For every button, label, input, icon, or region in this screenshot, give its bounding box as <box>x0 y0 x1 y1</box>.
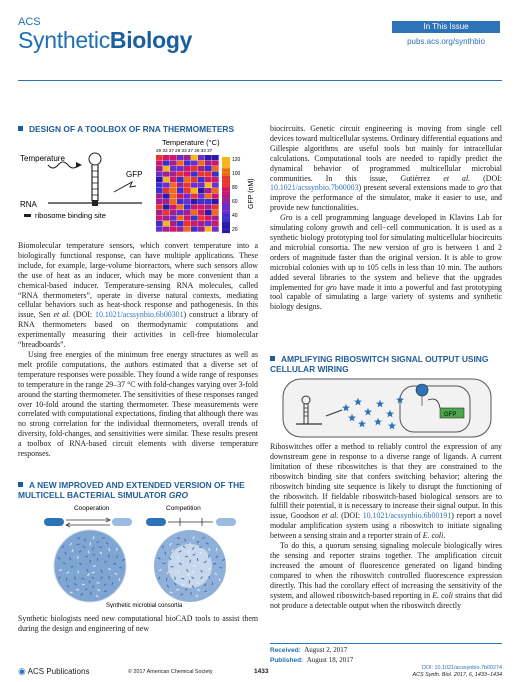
journal-title-b: Biology <box>109 27 193 53</box>
publication-dates <box>270 646 353 665</box>
heatmap-cell <box>205 227 212 232</box>
heatmap-cell <box>212 221 219 226</box>
colorbar-segment <box>222 168 230 172</box>
acs-logo-icon: ◉ <box>18 666 26 676</box>
colorbar-segment <box>222 222 230 226</box>
heatmap-cell <box>198 199 205 204</box>
heatmap-cell <box>191 183 198 188</box>
publisher-name: ACS Publications <box>27 667 90 676</box>
heatmap-cell <box>191 199 198 204</box>
heatmap-cell <box>156 188 163 193</box>
heatmap-cell <box>163 216 170 221</box>
gfp-arrow-icon <box>114 182 136 192</box>
gro-simulator-figure <box>30 502 250 608</box>
journal-url[interactable]: pubs.acs.org/synthbio <box>407 37 485 46</box>
temperature-label: Temperature <box>20 154 65 163</box>
heatmap-colorbar <box>222 157 230 233</box>
heatmap-cell <box>156 221 163 226</box>
heatmap-cell <box>212 199 219 204</box>
heatmap-cell <box>163 194 170 199</box>
journal-title <box>18 27 192 54</box>
colorbar-segment <box>222 206 230 210</box>
text-run: gro <box>477 183 488 193</box>
received-label: Received: <box>270 647 301 654</box>
text-run: is a cell programming language developed in Klavins Lab for simulating colony growth and cell−cell communication. It is used as a synthetic biology prototyping tool for simulating multicellular biocircuits and microbial consortia. The new version of <box>270 213 502 252</box>
heatmap-cell <box>170 177 177 182</box>
journal-title-a: Synthetic <box>18 27 110 53</box>
heatmap-cell <box>156 205 163 210</box>
colony-cell <box>204 591 207 592</box>
heatmap-cell <box>205 177 212 182</box>
figure-caption: Synthetic microbial consortia <box>106 603 183 608</box>
heatmap-cell <box>198 188 205 193</box>
text-run: is between 1 and 2 orders of magnitude faster than the original version. It is able to grow microbial colonies with up to 105 cells in less than 10 min. The authors added several libraries to the system and believe that the upgrades implemented for <box>270 242 502 292</box>
footer-doi[interactable]: DOI: 10.1021/acssynbio.7b00274 <box>421 665 502 671</box>
heatmap-cell <box>177 199 184 204</box>
gfp-label: GFP <box>126 170 143 179</box>
section-title: A NEW IMPROVED AND EXTENDED VERSION OF THE MULTICELL BACTERIAL SIMULATOR <box>18 480 245 500</box>
journal-acs-label: ACS <box>18 16 41 28</box>
heatmap-cell <box>212 210 219 215</box>
doi-link[interactable]: 10.1021/acssynbio.6b00301 <box>95 310 184 320</box>
heatmap-cell <box>198 177 205 182</box>
section-square-icon <box>270 356 275 361</box>
colorbar-tick: 20 <box>232 227 238 233</box>
text-run: Biomolecular temperature sensors, which convert temperature into a biologically functional response, can have multiple applications. These include, for example, large-volume bioreactors, where such sensors allow the use of heat as an inducer, which may be more convenient than a chemical-based inducer. Temperature-sensing RNA molecules, called “RNA thermometers”, operate in diverse natural contexts, mediating cellular behaviors such as heat-shock response and pathogenesis. In this issue, Sen <box>18 241 258 320</box>
heatmap-cell <box>205 188 212 193</box>
heatmap-cell <box>177 221 184 226</box>
heatmap-cell <box>198 205 205 210</box>
text-run: strains that did not produce a detectable output when the riboswitch directly <box>270 590 502 610</box>
text-run: Riboswitches offer a method to reliably control the expression of any downstream gene in response to a diverse range of ligands. A current limitation of these riboswitches is that they are constrained to the riboswitch binding site that confers switching behavior; altering the riboswitch binding site sequence is likely to disrupt the functioning of the riboswitch. If fieldable riboswitch-based biological sensors are to fulfill their potential, it is necessary to increase their signal output. In this issue, Goodson <box>270 442 502 521</box>
heatmap-cell <box>170 216 177 221</box>
heatmap-cell <box>163 177 170 182</box>
section1-paragraph-1 <box>18 241 258 350</box>
colorbar-tick: 100 <box>232 171 241 177</box>
published-date: August 18, 2017 <box>306 655 354 664</box>
heatmap-cell <box>170 166 177 171</box>
text-run: et al. <box>53 310 71 320</box>
colorbar-label: GFP (nM) <box>248 178 255 209</box>
section2-body-left: Synthetic biologists need new computational bioCAD tools to assist them during the design and engineering of new <box>18 614 258 633</box>
footer-citation: ACS Synth. Biol. 2017, 6, 1433−1434 <box>412 672 502 678</box>
colorbar-tick: 40 <box>232 213 238 219</box>
colorbar-segment <box>222 165 230 169</box>
heatmap-cell <box>163 227 170 232</box>
section-title-italic: GRO <box>168 490 188 500</box>
heatmap-cell <box>198 183 205 188</box>
heatmap-cell <box>177 216 184 221</box>
heatmap-cell <box>163 155 170 160</box>
heatmap-cell <box>177 155 184 160</box>
heatmap-cell <box>184 210 191 215</box>
text-run: (DOI: <box>70 310 95 320</box>
heatmap-cell <box>156 210 163 215</box>
heatmap-cell <box>156 166 163 171</box>
heatmap-cell <box>177 177 184 182</box>
heatmap-cell <box>177 210 184 215</box>
text-run: that improve the performance of the simulator, make it easier to use, and provide new functionalities. <box>270 183 502 213</box>
page-number: 1433 <box>254 668 269 675</box>
colorbar-tick: 120 <box>232 157 241 163</box>
heatmap-cell <box>156 216 163 221</box>
heatmap-cell <box>212 161 219 166</box>
heatmap-cell <box>198 210 205 215</box>
colorbar-segment <box>222 161 230 165</box>
heatmap-cell <box>198 172 205 177</box>
section-gro-heading <box>18 480 258 500</box>
section-riboswitch-heading <box>270 354 495 374</box>
heatmap-cell <box>198 216 205 221</box>
heatmap-cell <box>212 155 219 160</box>
heatmap-cell <box>212 188 219 193</box>
heatmap-cell <box>198 221 205 226</box>
section3-paragraph-1 <box>270 442 502 541</box>
heatmap-title: Temperature (°C) <box>162 138 220 147</box>
text-run: have made it into a powerful and fast prototyping tool capable of simulating a large variety of systems and synthetic biology designs. <box>270 282 502 312</box>
colorbar-segment <box>222 195 230 199</box>
heatmap-cell <box>184 177 191 182</box>
doi-link[interactable]: 10.1021/acssynbio.6b00191 <box>362 511 452 521</box>
colony-cell <box>65 552 66 555</box>
heatmap-cell <box>163 161 170 166</box>
colorbar-segment <box>222 229 230 233</box>
heatmap-cell <box>191 155 198 160</box>
colorbar-segment <box>222 187 230 191</box>
heatmap-cell <box>212 183 219 188</box>
heatmap-cell <box>184 205 191 210</box>
heatmap-cell <box>156 161 163 166</box>
section-square-icon <box>18 126 23 131</box>
heat-arrow-icon <box>76 162 82 168</box>
text-run: biocircuits. Genetic circuit engineering is moving from single cell devices toward multicellular systems. Ordinary differential equations and Gillespie algorithms are useful tools but mainly for intracellular calculations. Computational tools are needed to rapidly predict the dynamical behavior of programmed multicellular microbial communities. In this issue, Gutiérrez <box>270 124 502 183</box>
heatmap-cell <box>212 194 219 199</box>
section3-paragraph-2 <box>270 541 502 610</box>
heatmap-cell <box>205 166 212 171</box>
copyright: © 2017 American Chemical Society <box>128 669 213 675</box>
heatmap-column-ticks: 29 33 37 29 33 37 29 33 37 <box>156 148 213 153</box>
heatmap-cell <box>163 221 170 226</box>
heatmap-cell <box>191 221 198 226</box>
cooperation-diagram <box>44 518 132 527</box>
heatmap-cell <box>170 221 177 226</box>
dates-rule <box>270 643 502 644</box>
colorbar-segment <box>222 199 230 203</box>
gfp-box-label: GFP <box>444 412 457 418</box>
heatmap <box>156 155 219 232</box>
heatmap-cell <box>184 155 191 160</box>
heatmap-cell <box>191 227 198 232</box>
colorbar-tick: 80 <box>232 185 238 191</box>
heatmap-cell <box>198 194 205 199</box>
heatmap-cell <box>205 161 212 166</box>
rbs-legend-icon <box>24 214 31 217</box>
heatmap-cell <box>205 183 212 188</box>
colorbar-segment <box>222 191 230 195</box>
riboswitch-figure <box>282 378 492 438</box>
heatmap-cell <box>212 172 219 177</box>
heatmap-cell <box>170 194 177 199</box>
heatmap-cell <box>191 205 198 210</box>
heatmap-cell <box>198 227 205 232</box>
heatmap-cell <box>156 227 163 232</box>
heatmap-cell <box>205 155 212 160</box>
section2-paragraph-1 <box>270 124 502 213</box>
heatmap-cell <box>212 227 219 232</box>
heatmap-cell <box>170 205 177 210</box>
competition-label: Competition <box>166 505 201 512</box>
heatmap-cell <box>177 172 184 177</box>
text-run: ) report a novel modular amplification system using a riboswitch to initiate signaling between a sensing strain and a reporter strain of <box>270 511 502 541</box>
heatmap-cell <box>184 166 191 171</box>
colorbar-segment <box>222 218 230 222</box>
section-rna-thermometers-heading <box>18 124 258 134</box>
heatmap-cell <box>198 161 205 166</box>
colorbar-segment <box>222 172 230 176</box>
doi-link[interactable]: 10.1021/acssynbio.7b00003 <box>270 183 359 193</box>
heatmap-cell <box>205 216 212 221</box>
heatmap-cell <box>205 199 212 204</box>
colony-cell <box>104 591 107 592</box>
heatmap-cell <box>205 194 212 199</box>
heatmap-cell <box>191 210 198 215</box>
heatmap-cell <box>177 161 184 166</box>
heatmap-cell <box>156 183 163 188</box>
heatmap-cell <box>163 183 170 188</box>
colorbar-segment <box>222 184 230 188</box>
heatmap-cell <box>163 166 170 171</box>
heatmap-cell <box>177 183 184 188</box>
heatmap-cell <box>212 216 219 221</box>
acs-publications-logo <box>18 666 89 677</box>
text-run: To do this, a quorum sensing signaling molecule biologically wires the sensing and reporter strains together. The amplification circuit increased the amount of fluorescence generated on ligand binding compared to when the riboswitch controlled fluorescence expression directly. This had the corollary effect of increasing the sensitivity of the system, and allowed riboswitch-based reporting in <box>270 541 502 600</box>
rna-thermometer-figure <box>18 137 258 237</box>
colorbar-segment <box>222 210 230 214</box>
rna-label: RNA <box>20 200 37 209</box>
competition-diagram <box>146 518 236 526</box>
heatmap-cell <box>205 210 212 215</box>
heatmap-cell <box>156 177 163 182</box>
heatmap-cell <box>191 166 198 171</box>
heatmap-cell <box>163 205 170 210</box>
colorbar-tick: 60 <box>232 199 238 205</box>
text-run: et al. <box>443 173 471 183</box>
heatmap-cell <box>170 155 177 160</box>
heatmap-cell <box>184 161 191 166</box>
heatmap-cell <box>156 199 163 204</box>
colorbar-segment <box>222 214 230 218</box>
text-run: (DOI: <box>470 173 502 183</box>
heatmap-cell <box>184 188 191 193</box>
heatmap-cell <box>170 172 177 177</box>
heatmap-cell <box>170 210 177 215</box>
section2-paragraph-2 <box>270 213 502 312</box>
heatmap-cell <box>184 199 191 204</box>
published-label: Published: <box>270 656 304 664</box>
heatmap-cell <box>184 172 191 177</box>
text-run: ) present several extensions made to <box>358 183 478 193</box>
heatmap-cell <box>177 188 184 193</box>
text-run: gro <box>325 282 337 292</box>
text-run: et al. <box>321 511 339 521</box>
section1-body <box>18 241 258 459</box>
heatmap-cell <box>156 194 163 199</box>
heatmap-cell <box>163 172 170 177</box>
colorbar-segment <box>222 225 230 229</box>
section-title: DESIGN OF A TOOLBOX OF RNA THERMOMETERS <box>29 124 235 134</box>
heatmap-cell <box>212 166 219 171</box>
colorbar-segment <box>222 180 230 184</box>
colony-cell <box>165 552 166 555</box>
heatmap-cell <box>184 194 191 199</box>
heatmap-cell <box>191 177 198 182</box>
heatmap-cell <box>191 216 198 221</box>
heatmap-cell <box>198 155 205 160</box>
heatmap-cell <box>184 183 191 188</box>
text-run: E. coli <box>422 531 444 541</box>
received-date: August 2, 2017 <box>304 646 348 654</box>
heatmap-cell <box>163 210 170 215</box>
heatmap-cell <box>163 199 170 204</box>
heatmap-cell <box>177 194 184 199</box>
heatmap-cell <box>170 227 177 232</box>
section3-body <box>270 442 502 610</box>
section2-body-right <box>270 124 502 312</box>
text-run: Gro <box>280 213 293 223</box>
heatmap-cell <box>156 172 163 177</box>
text-run: . <box>443 531 446 541</box>
rbs-label: ribosome binding site <box>35 211 106 220</box>
heatmap-cell <box>212 177 219 182</box>
heatmap-cell <box>170 199 177 204</box>
text-run: gro <box>422 242 434 252</box>
heatmap-cell <box>191 188 198 193</box>
in-this-issue-badge: In This Issue <box>392 21 500 33</box>
heatmap-cell <box>184 221 191 226</box>
text-run: (DOI: <box>338 511 363 521</box>
colorbar-segment <box>222 176 230 180</box>
heatmap-cell <box>177 227 184 232</box>
heatmap-cell <box>191 161 198 166</box>
heatmap-cell <box>177 205 184 210</box>
text-run: ) construct a library of RNA thermometers based on thermodynamic computations and experimentally measuring their activities in cell-free biomolecular “breadboards”. <box>18 310 258 350</box>
colorbar-segment <box>222 157 230 161</box>
section1-paragraph-2: Using free energies of the minimum free energy structures as well as melt profile computations, the authors estimated that a diverse set of temperature responses were possible. They found a wide range of responses to temperature in the range 29–37 °C with fold-changes varying over 3-fold around the starting thermometer. The sensitivities of these responses ranged over 10-fold around the starting thermometer. These measurements were correlated with computational expectations, finding that although there was no strong correlation for the individual thermometers, overall trends of diversity, fold-changes, and sensitivities were similar. These results present a toolbox of RNA-based circuit elements with diverse temperature responses. <box>18 349 258 459</box>
heatmap-cell <box>212 205 219 210</box>
section-square-icon <box>18 482 23 487</box>
heatmap-cell <box>170 188 177 193</box>
heatmap-cell <box>170 183 177 188</box>
heatmap-cell <box>156 155 163 160</box>
heatmap-cell <box>184 227 191 232</box>
heatmap-cell <box>198 166 205 171</box>
heatmap-cell <box>205 205 212 210</box>
heatmap-cell <box>170 161 177 166</box>
header-rule <box>18 80 502 81</box>
text-run: E. coli <box>432 590 453 600</box>
heatmap-cell <box>205 221 212 226</box>
colorbar-segment <box>222 203 230 207</box>
heatmap-cell <box>177 166 184 171</box>
heatmap-cell <box>205 172 212 177</box>
cooperation-label: Cooperation <box>74 505 110 512</box>
heatmap-cell <box>163 188 170 193</box>
heatmap-cell <box>191 194 198 199</box>
heatmap-cell <box>191 172 198 177</box>
section-title: AMPLIFYING RIBOSWITCH SIGNAL OUTPUT USING CELLULAR WIRING <box>270 354 489 374</box>
heatmap-cell <box>184 216 191 221</box>
